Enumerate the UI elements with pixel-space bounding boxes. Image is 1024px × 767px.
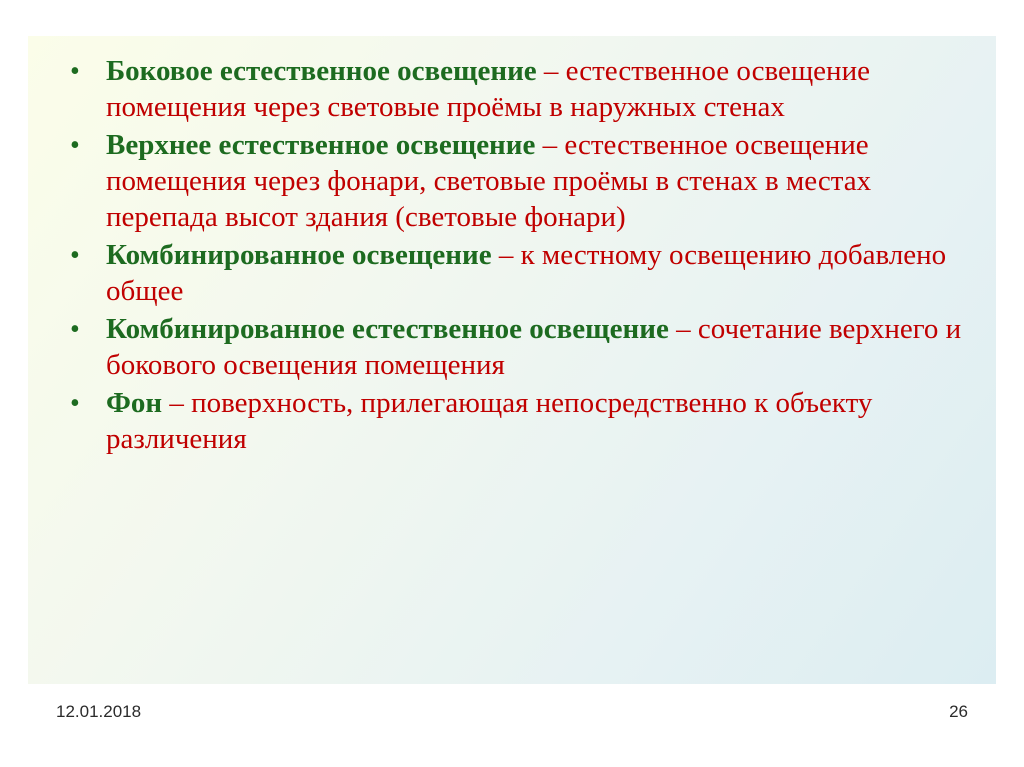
content-panel bbox=[28, 36, 996, 684]
term-label: Боковое естественное освещение bbox=[106, 55, 537, 87]
definition-text: – сочетание верхнего и бокового освещения помещения bbox=[106, 312, 962, 381]
term-label: Комбинированное естественное освещение bbox=[106, 312, 669, 345]
list-item bbox=[62, 312, 962, 384]
footer-page-number: 26 bbox=[949, 702, 968, 721]
footer-date: 12.01.2018 bbox=[56, 702, 142, 721]
list-item bbox=[62, 386, 962, 458]
term-label: Комбинированное освещение bbox=[106, 238, 492, 271]
bullet-icon: • bbox=[70, 239, 80, 271]
list-item bbox=[62, 54, 962, 126]
term-label: Фон bbox=[106, 386, 163, 419]
definition-list bbox=[62, 54, 962, 457]
list-item bbox=[62, 128, 962, 236]
term-label: Верхнее естественное освещение bbox=[106, 128, 536, 161]
definition-text: – поверхность, прилегающая непосредственно к объекту различения bbox=[106, 386, 873, 455]
bullet-icon: • bbox=[70, 56, 80, 87]
bullet-icon: • bbox=[70, 387, 80, 419]
definition-text: – к местному освещению добавлено общее bbox=[106, 238, 947, 307]
bullet-icon: • bbox=[70, 129, 80, 161]
definition-text: – естественное освещение помещения через фонари, световые проёмы в стенах в местах перепада высот здания (световые фонари) bbox=[106, 128, 872, 233]
list-item bbox=[62, 238, 962, 310]
definition-text: – естественное освещение помещения через световые проёмы в наружных стенах bbox=[106, 55, 870, 123]
bullet-icon: • bbox=[70, 313, 80, 345]
